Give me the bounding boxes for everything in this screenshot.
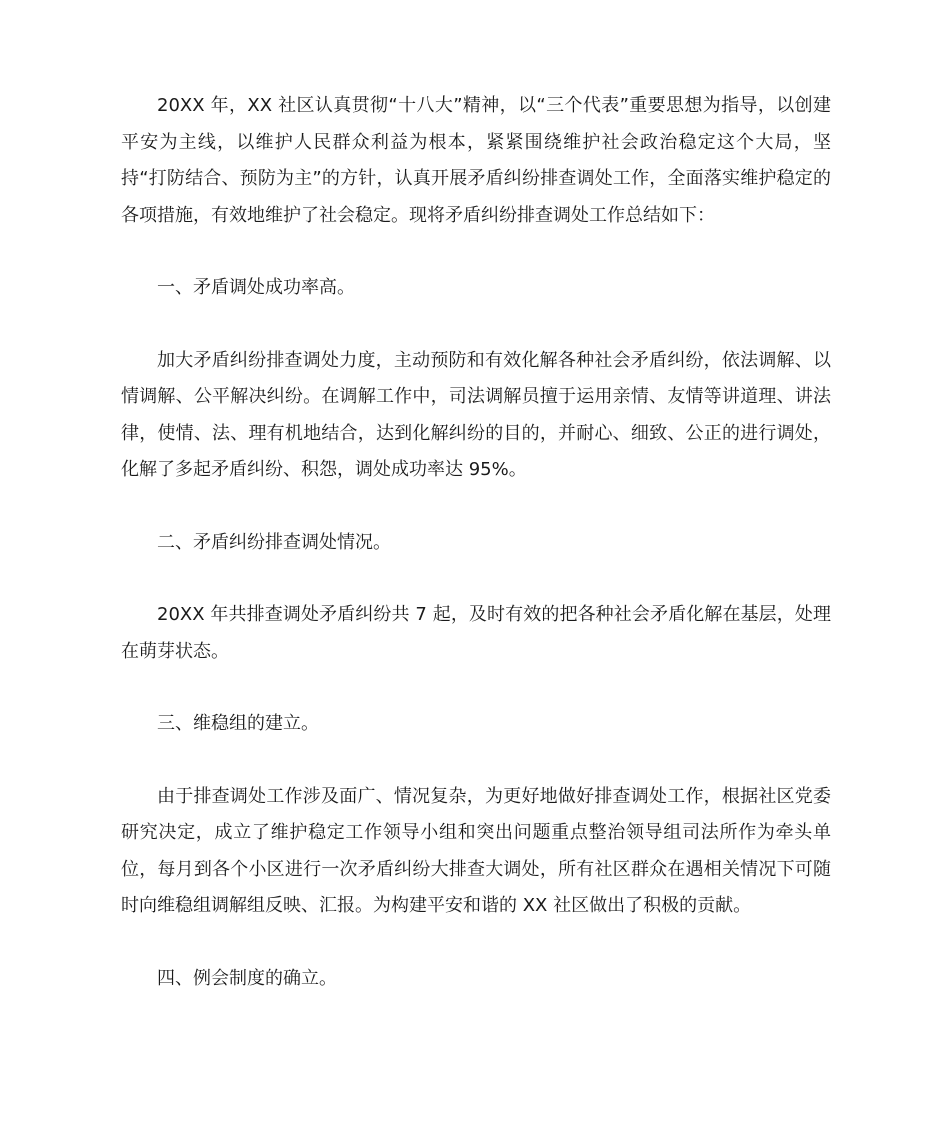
paragraph-spacer xyxy=(121,925,831,961)
section-3-paragraph: 由于排查调处工作涉及面广、情况复杂，为更好地做好排查调处工作，根据社区党委研究决定，成立了维护稳定工作领导小组和突出问题重点整治领导组司法所作为牵头单位，每月到各个小区进行一次矛盾纠纷大排查大调处，所有社区群众在遇相关情况下可随时向维稳组调解组反映、汇报。为构建平安和谐的 XX 社区做出了积极的贡献。 xyxy=(121,785,831,916)
section-heading-2: 二、矛盾纠纷排查调处情况。 xyxy=(157,531,391,553)
document-body xyxy=(121,88,831,997)
paragraph-spacer xyxy=(121,307,831,343)
section-2-paragraph: 20XX 年共排查调处矛盾纠纷共 7 起，及时有效的把各种社会矛盾化解在基层，处理在萌芽状态。 xyxy=(121,604,831,662)
paragraph-spacer xyxy=(121,489,831,525)
section-heading-3: 三、维稳组的建立。 xyxy=(157,713,319,734)
section-heading-1: 一、矛盾调处成功率高。 xyxy=(157,277,355,298)
intro-paragraph: 20XX 年，XX 社区认真贯彻“十八大”精神，以“三个代表”重要思想为指导，以创建平安为主线，以维护人民群众利益为根本，紧紧围绕维护社会政治稳定这个大局，坚持“打防结合、预防为主”的方针，认真开展矛盾纠纷排查调处工作，全面落实维护稳定的各项措施，有效地维护了社会稳定。现将矛盾纠纷排查调处工作总结如下： xyxy=(121,95,831,226)
paragraph-spacer xyxy=(121,743,831,779)
paragraph-spacer xyxy=(121,670,831,706)
paragraph-spacer xyxy=(121,561,831,597)
section-1-paragraph: 加大矛盾纠纷排查调处力度，主动预防和有效化解各种社会矛盾纠纷，依法调解、以情调解、公平解决纠纷。在调解工作中，司法调解员擅于运用亲情、友情等讲道理、讲法律，使情、法、理有机地结合，达到化解纠纷的目的，并耐心、细致、公正的进行调处，化解了多起矛盾纠纷、积怨，调处成功率达 95%。 xyxy=(121,349,831,480)
section-heading-4: 四、例会制度的确立。 xyxy=(157,967,337,989)
paragraph-spacer xyxy=(121,234,831,270)
